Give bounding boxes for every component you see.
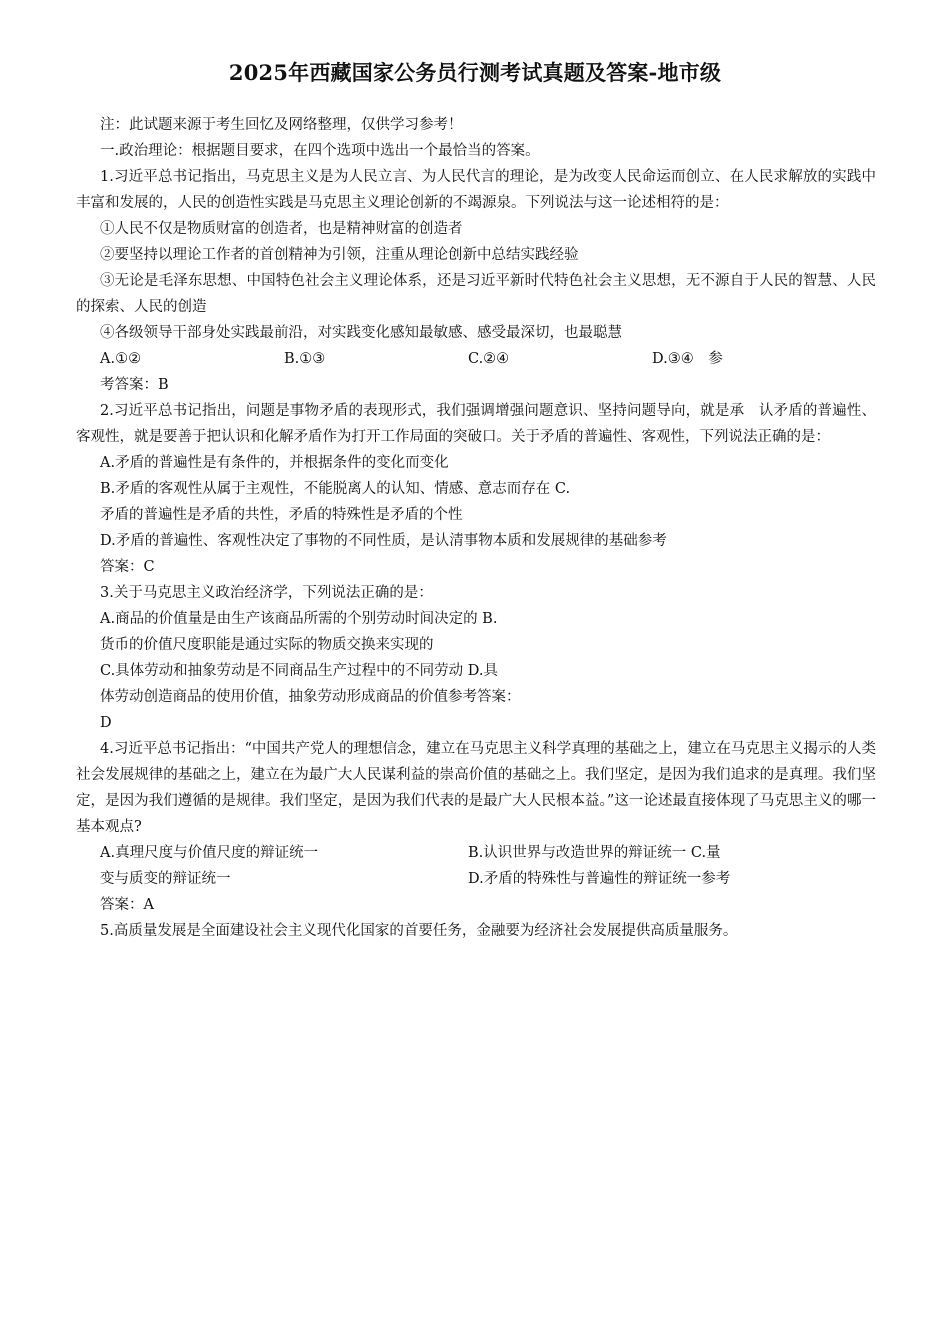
question-2-stem: 2.习近平总书记指出，问题是事物矛盾的表现形式，我们强调增强问题意识、坚持问题导向，就是承 认矛盾的普遍性、客观性，就是要善于把认识和化解矛盾作为打开工作局面的突破口。关于矛盾的普遍性、客观性，下列说法正确的是：	[76, 403, 876, 445]
question-1-statement-3: ③无论是毛泽东思想、中国特色社会主义理论体系，还是习近平新时代特色社会主义思想，无不源自于人民的智慧、人民的探索、人民的创造	[76, 273, 876, 315]
source-note: 注：此试题来源于考生回忆及网络整理，仅供学习参考！	[100, 117, 463, 133]
section-heading: 一.政治理论：根据题目要求，在四个选项中选出一个最恰当的答案。	[100, 143, 540, 159]
question-4-answer: 答案：A	[100, 897, 154, 913]
question-2-option-d: D.矛盾的普遍性、客观性决定了事物的不同性质，是认清事物本质和发展规律的基础参考	[100, 533, 667, 549]
question-3-line-3: C.具体劳动和抽象劳动是不同商品生产过程中的不同劳动 D.具	[100, 663, 499, 679]
question-3-line-5: D	[100, 715, 112, 731]
question-4-stem: 4.习近平总书记指出：“中国共产党人的理想信念，建立在马克思主义科学真理的基础之上，建立在马克思主义揭示的人类社会发展规律的基础之上，建立在为最广大人民谋利益的崇高价值的基础之上。我们坚定，是因为我们追求的是真理。我们坚定，是因为我们遵循的是规律。我们坚定，是因为我们代表的是最广大人民根本益。”这一论述最直接体现了马克思主义的哪一基本观点?	[76, 741, 876, 835]
question-4-options-row-2	[100, 866, 876, 892]
question-3-line-2: 货币的价值尺度职能是通过实际的物质交换来实现的	[100, 637, 434, 653]
question-3-stem: 3.关于马克思主义政治经济学，下列说法正确的是：	[100, 585, 433, 601]
question-1-option-c: C.②④	[468, 351, 510, 367]
question-2-option-b: B.矛盾的客观性从属于主观性，不能脱离人的认知、情感、意志而存在 C.	[100, 481, 571, 497]
question-4-option-b: B.认识世界与改造世界的辩证统一 C.量	[468, 845, 721, 861]
question-3-line-4: 体劳动创造商品的使用价值，抽象劳动形成商品的价值参考答案：	[100, 689, 521, 705]
question-3-line-1: A.商品的价值量是由生产该商品所需的个别劳动时间决定的 B.	[100, 611, 498, 627]
question-1-option-d: D.③④ 参	[652, 351, 723, 367]
question-1-statement-1: ①人民不仅是物质财富的创造者，也是精神财富的创造者	[100, 221, 463, 237]
question-1-statement-4: ④各级领导干部身处实践最前沿，对实践变化感知最敏感、感受最深切，也最聪慧	[100, 325, 622, 341]
question-1-answer: 考答案：B	[100, 377, 169, 393]
question-1-statement-2: ②要坚持以理论工作者的首创精神为引领，注重从理论创新中总结实践经验	[100, 247, 579, 263]
question-1-option-b: B.①③	[284, 351, 326, 367]
question-1-option-a: A.①②	[100, 351, 142, 367]
question-2-option-a: A.矛盾的普遍性是有条件的，并根据条件的变化而变化	[100, 455, 449, 471]
question-1-stem: 1.习近平总书记指出，马克思主义是为人民立言、为人民代言的理论，是为改变人民命运而创立、在人民求解放的实践中丰富和发展的，人民的创造性实践是马克思主义理论创新的不竭源泉。下列说法与这一论述相符的是：	[76, 169, 876, 211]
document-body	[76, 112, 876, 944]
question-4-option-c: 变与质变的辩证统一	[100, 871, 231, 887]
document-title: 2025年西藏国家公务员行测考试真题及答案-地市级	[228, 60, 722, 85]
question-2-answer: 答案：C	[100, 559, 155, 575]
question-2-option-c: 矛盾的普遍性是矛盾的共性，矛盾的特殊性是矛盾的个性	[100, 507, 463, 523]
question-5-stem: 5.高质量发展是全面建设社会主义现代化国家的首要任务，金融要为经济社会发展提供高质量服务。	[100, 923, 738, 939]
question-4-option-a: A.真理尺度与价值尺度的辩证统一	[100, 845, 319, 861]
question-4-options-row-1	[100, 840, 876, 866]
question-4-option-d: D.矛盾的特殊性与普遍性的辩证统一参考	[468, 871, 731, 887]
question-1-options	[100, 346, 876, 372]
